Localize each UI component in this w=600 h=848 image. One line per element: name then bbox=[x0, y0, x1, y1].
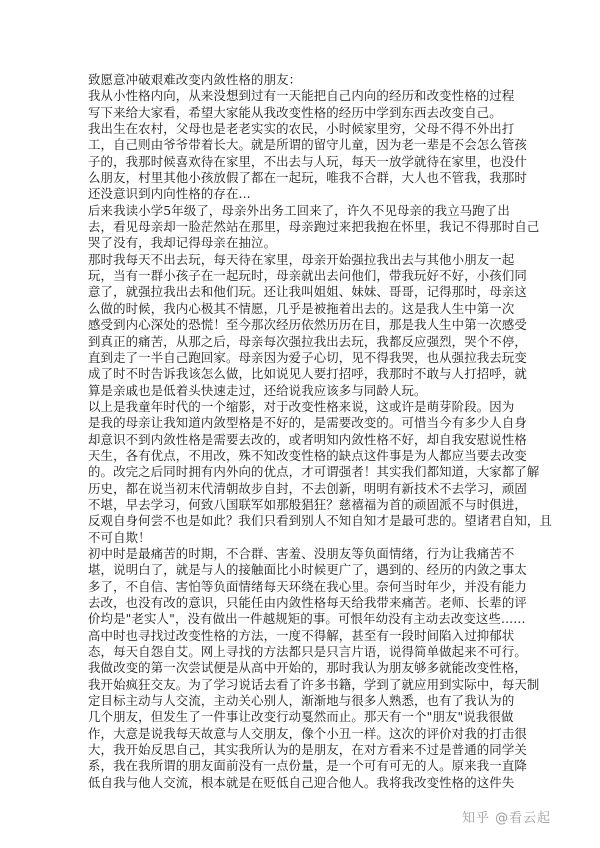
text-line: 的。改完之后同时拥有内外向的优点，才可谓强者！其实我们都知道，大家都了解 bbox=[88, 464, 540, 480]
text-line: 大，我开始反思自己，其实我所认为的是朋友，在对方看来不过是普通的同学关 bbox=[88, 742, 527, 758]
text-line: 写下来给大家看，希望大家能从我改变性格的经历中学到东西去改变自己。 bbox=[88, 104, 502, 120]
zhihu-watermark: 知乎 @看云起 bbox=[462, 811, 552, 826]
text-line: 天生，各有优点，不用改，殊不知改变性格的缺点这件事是为人都应当要去改变 bbox=[88, 447, 527, 463]
text-line: 不可自欺！ bbox=[88, 529, 151, 545]
text-line: 哭了没有，我却记得母亲在抽泣。 bbox=[88, 235, 277, 251]
text-line: 态，每天自怨自艾。网上寻找的方法都只是只言片语，说得简单做起来不可行。 bbox=[88, 644, 527, 660]
text-line: 却意识不到内敛性格是需要去改的，或者明知内敛性格不好，却自我安慰说性格 bbox=[88, 431, 527, 447]
text-line: 直到走了一半自己跑回家。母亲因为爱子心切，见不得我哭，也从强拉我去玩变 bbox=[88, 349, 527, 365]
text-line: 初中时是最痛苦的时期，不合群、害羞、没朋友等负面情绪，行为让我痛苦不 bbox=[88, 545, 515, 561]
text-line: 到真正的痛苦，从那之后，母亲每次强拉我出去玩，我都反应强烈，哭个不停， bbox=[88, 333, 527, 349]
text-line: 价均是"老实人"，没有做出一件越规矩的事。可恨年幼没有主动去改变这些...... bbox=[88, 611, 526, 627]
text-line: 成了时不时告诉我该怎么做，比如说见人要打招呼，我那时不敢与人打招呼，就 bbox=[88, 366, 527, 382]
text-line: 致愿意冲破艰难改变内敛性格的朋友： bbox=[88, 72, 302, 87]
text-line: 定目标主动与人交流，主动关心别人，渐渐地与很多人熟悉，也有了我认为的 bbox=[88, 693, 515, 709]
text-line: 历史，都在说当初末代清朝故步自封，不去创新，明明有新技术不去学习，顽固 bbox=[88, 480, 527, 496]
text-line: 子的，我那时候喜欢待在家里，不出去与人玩，每天一放学就待在家里，也没什 bbox=[88, 153, 527, 169]
text-line: 我从小性格内向，从来没想到过有一天能把自己内向的经历和改变性格的过程 bbox=[88, 88, 515, 104]
text-line: 反观自身何尝不也是如此？我们只看到别人不知自知才是最可悲的。望诸君自知，且 bbox=[88, 513, 553, 529]
text-line: 几个朋友，但发生了一件事让改变行动戛然而止。那天有一个"朋友"说我很做 bbox=[88, 709, 514, 725]
letter-body bbox=[88, 72, 553, 791]
text-line: 工，自己则由爷爷带着长大。就是所谓的留守儿童，因为老一辈是不会怎么管孩 bbox=[88, 137, 527, 153]
text-line: 是我的母亲让我知道内敛型格是不好的，是需要改变的。可惜当今有多少人自身 bbox=[88, 415, 527, 431]
text-line: 高中时也寻找过改变性格的方法，一度不得解，甚至有一段时间陷入过抑郁状 bbox=[88, 627, 515, 643]
text-line: 去改，也没有改的意识，只能任由内敛性格每天给我带来痛苦。老师、长辈的评 bbox=[88, 595, 527, 610]
text-line: 玩，当有一群小孩子在一起玩时，母亲就出去问他们，带我玩好不好，小孩们同 bbox=[88, 268, 527, 284]
text-line: 系，我在我所谓的朋友面前没有一点份量，是一个可有可无的人。原来我一直降 bbox=[88, 758, 527, 774]
text-line: 那时我每天不出去玩，每天待在家里，母亲开始强拉我出去与其他小朋友一起 bbox=[88, 251, 515, 267]
text-line: 我出生在农村，父母也是老老实实的农民，小时候家里穷，父母不得不外出打 bbox=[88, 121, 515, 137]
text-line: 堪，说明白了，就是与人的接触面比小时候更广了，遇到的、经历的内敛之事太 bbox=[88, 562, 527, 578]
text-line: 后来我读小学5年级了，母亲外出务工回来了，许久不见母亲的我立马跑了出 bbox=[88, 202, 510, 218]
text-line: 我开始疯狂交友。为了学习说话去看了许多书籍，学到了就应用到实际中，每天制 bbox=[88, 676, 540, 692]
text-line: 不堪，早去学习，何致八国联军如那般猖狂？慈禧福为首的顽固派不与时俱进， bbox=[88, 496, 527, 512]
text-line: 么做的时候，我内心极其不情愿，几乎是被拖着出去的。这是我人生中第一次 bbox=[88, 300, 515, 316]
text-line: 么朋友，村里其他小孩放假了都在一起玩，唯我不合群，大人也不管我，我那时 bbox=[88, 170, 527, 186]
text-line: 多了，不自信、害怕等负面情绪每天环绕在我心里。奈何当时年少，并没有能力 bbox=[88, 578, 527, 594]
text-line: 意了，就强拉我出去和他们玩。还让我叫姐姐、妹妹、哥哥，记得那时，母亲这 bbox=[88, 284, 527, 300]
text-line: 去，看见母亲却一脸茫然站在那里，母亲跑过来把我抱在怀里，我记不得那时自己 bbox=[88, 219, 540, 235]
text-line: 我做改变的第一次尝试便是从高中开始的，那时我认为朋友够多就能改变性格， bbox=[88, 660, 527, 676]
text-line: 作，大意是说我每天故意与人交朋友，像个小丑一样。这次的评价对我的打击很 bbox=[88, 725, 527, 741]
text-line: 算是亲戚也是低着头快速走过，还给说我应该多与同龄人玩。 bbox=[88, 382, 427, 398]
text-line: 以上是我童年时代的一个缩影，对于改变性格来说，这或许是萌芽阶段。因为 bbox=[88, 398, 515, 414]
text-line: 感受到内心深处的恐慌！至今那次经历依然历历在目，那是我人生中第一次感受 bbox=[88, 317, 527, 333]
text-line: 低自我与他人交流，根本就是在贬低自己迎合他人。我将我改变性格的这件失 bbox=[88, 774, 515, 790]
text-line: 还没意识到内向性格的存在... bbox=[88, 186, 251, 202]
